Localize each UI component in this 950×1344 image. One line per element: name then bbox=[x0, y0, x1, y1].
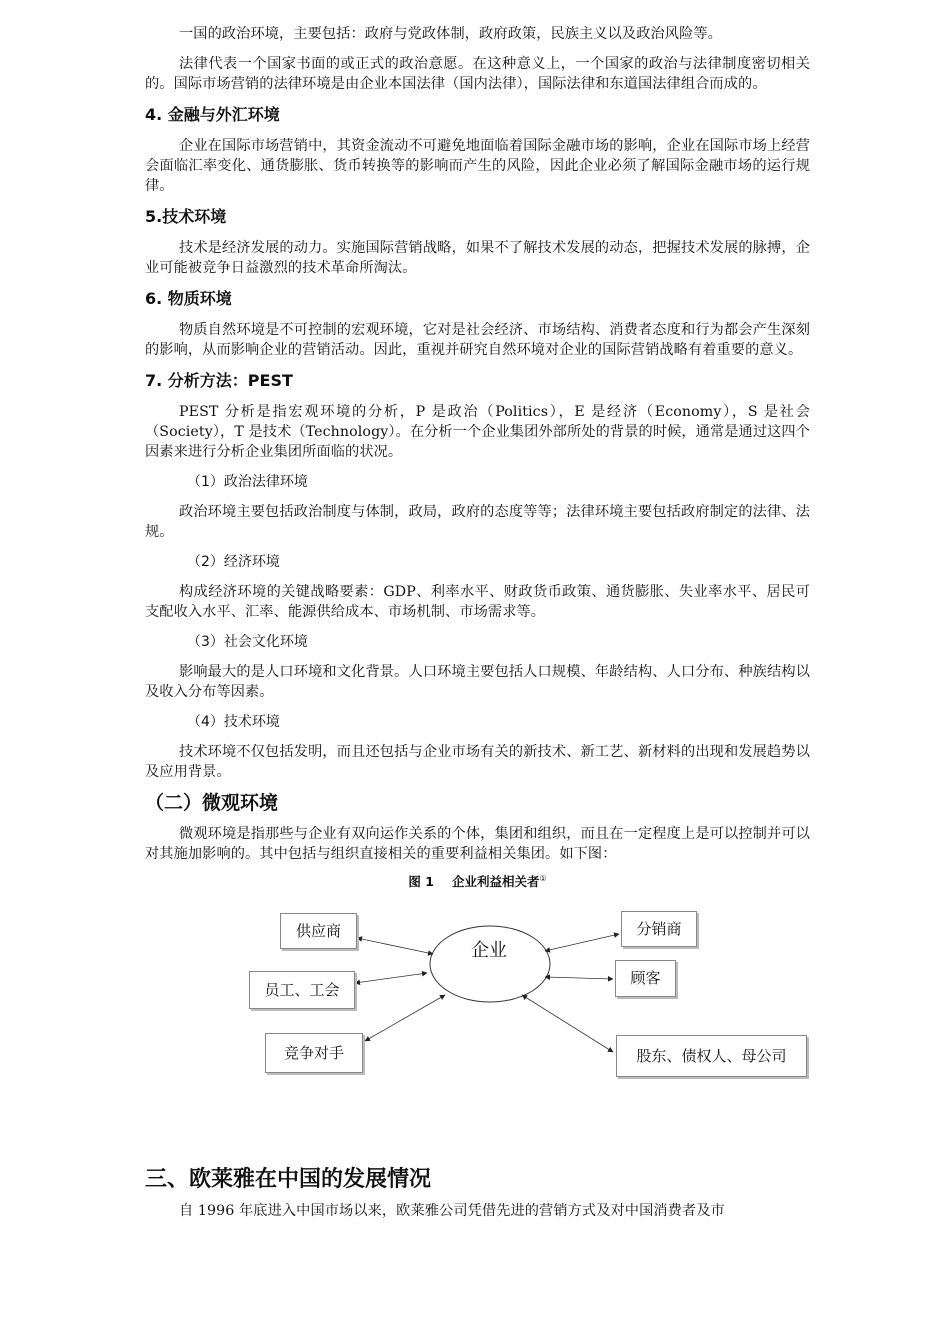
document-page bbox=[145, 24, 810, 1231]
arrow-staff bbox=[355, 973, 427, 983]
heading-material: 6. 物质环境 bbox=[145, 289, 232, 308]
paragraph-social-cultural: 影响最大的是人口环境和文化背景。人口环境主要包括人口规模、年龄结构、人口分布、种族结构以及收入分布等因素。 bbox=[145, 664, 810, 700]
subheading-social-cultural: （3）社会文化环境 bbox=[187, 634, 308, 650]
paragraph-pest: PEST 分析是指宏观环境的分析，P 是政治（Politics），E 是经济（Economy），S 是社会（Society），T 是技术（Technology）。在分析一个企业集团外部所处的背景的时候，通常是通过这四个因素来进行分析企业集团所面临的状况。 bbox=[145, 404, 810, 460]
heading-technology: 5.技术环境 bbox=[145, 207, 227, 226]
subheading-technical: （4）技术环境 bbox=[187, 714, 280, 730]
paragraph-law: 法律代表一个国家书面的或正式的政治意愿。在这种意义上，一个国家的政治与法律制度密切相关的。国际市场营销的法律环境是由企业本国法律（国内法律），国际法律和东道国法律组合而成的。 bbox=[145, 56, 810, 92]
paragraph-technical: 技术环境不仅包括发明，而且还包括与企业市场有关的新技术、新工艺、新材料的出现和发展趋势以及应用背景。 bbox=[145, 744, 810, 780]
arrow-distributor bbox=[545, 934, 619, 951]
paragraph-section-3: 自 1996 年底进入中国市场以来，欧莱雅公司凭借先进的营销方式及对中国消费者及市 bbox=[179, 1203, 725, 1219]
paragraph-economic: 构成经济环境的关键战略要素：GDP、利率水平、财政货币政策、通货膨胀、失业率水平、居民可支配收入水平、汇率、能源供给成本、市场机制、市场需求等。 bbox=[145, 584, 810, 620]
paragraph-political-environment: 一国的政治环境，主要包括：政府与党政体制，政府政策，民族主义以及政治风险等。 bbox=[179, 26, 722, 42]
node-shareholder: 股东、债权人、母公司 bbox=[616, 1035, 807, 1077]
footnote-mark: ① bbox=[539, 873, 547, 883]
node-supplier: 供应商 bbox=[280, 913, 357, 949]
paragraph-political-legal: 政治环境主要包括政治制度与体制，政局，政府的态度等等；法律环境主要包括政府制定的法律、法规。 bbox=[145, 504, 810, 540]
stakeholder-diagram bbox=[145, 896, 810, 1101]
node-competitor: 竞争对手 bbox=[265, 1033, 363, 1073]
arrow-competitor bbox=[365, 995, 445, 1041]
paragraph-finance: 企业在国际市场营销中，其资金流动不可避免地面临着国际金融市场的影响，企业在国际市场上经营会面临汇率变化、通货膨胀、货币转换等的影响而产生的风险，因此企业必须了解国际金融市场的运行规律。 bbox=[145, 138, 810, 194]
subheading-economic: （2）经济环境 bbox=[187, 554, 280, 570]
node-staff-union: 员工、工会 bbox=[249, 971, 355, 1009]
heading-section-3: 三、欧莱雅在中国的发展情况 bbox=[145, 1167, 432, 1192]
heading-finance: 4. 金融与外汇环境 bbox=[145, 105, 280, 124]
paragraph-technology: 技术是经济发展的动力。实施国际营销战略，如果不了解技术发展的动态，把握技术发展的脉搏，企业可能被竞争日益激烈的技术革命所淘汰。 bbox=[145, 240, 810, 276]
paragraph-material: 物质自然环境是不可控制的宏观环境，它对是社会经济、市场结构、消费者态度和行为都会产生深刻的影响，从而影响企业的营销活动。因此，重视并研究自然环境对企业的国际营销战略有着重要的意义。 bbox=[145, 322, 810, 358]
figure-number: 图 1 bbox=[408, 874, 434, 889]
arrow-shareholder bbox=[522, 995, 613, 1052]
paragraph-micro-environment: 微观环境是指那些与企业有双向运作关系的个体，集团和组织，而且在一定程度上是可以控制并可以对其施加影响的。其中包括与组织直接相关的重要利益相关集团。如下图： bbox=[145, 826, 810, 862]
subheading-political-legal: （1）政治法律环境 bbox=[187, 474, 308, 490]
arrow-supplier bbox=[357, 938, 433, 954]
node-distributor: 分销商 bbox=[621, 911, 697, 947]
arrow-customer bbox=[545, 977, 613, 979]
heading-micro-environment: （二）微观环境 bbox=[145, 792, 279, 814]
center-enterprise-label: 企业 bbox=[471, 940, 507, 961]
node-customer: 顾客 bbox=[615, 960, 676, 997]
figure-caption bbox=[145, 872, 810, 890]
figure-title: 企业利益相关者 bbox=[451, 874, 540, 889]
heading-pest: 7. 分析方法：PEST bbox=[145, 371, 293, 390]
